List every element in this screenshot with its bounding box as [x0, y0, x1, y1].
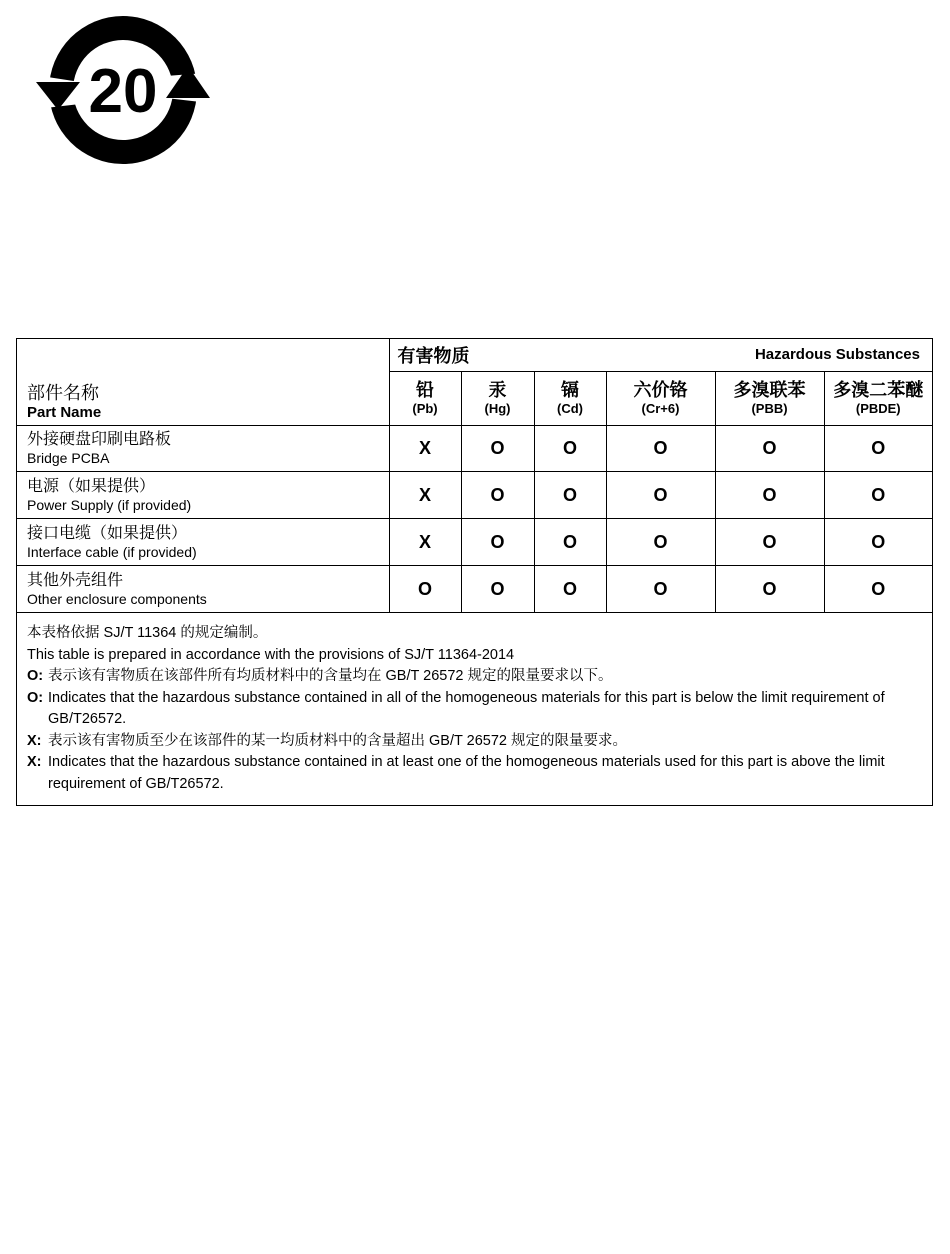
- o-text-en: Indicates that the hazardous substance contained in all of the homogeneous materials for this part is below the limit requirement of GB/T26572.: [48, 689, 885, 727]
- part-cell: [17, 566, 389, 613]
- mark-cell: X: [389, 519, 461, 566]
- mark-cell: O: [606, 566, 715, 613]
- standard-note-cn: 本表格依据 SJ/T 11364 的规定编制。: [27, 625, 268, 641]
- mark-cell: O: [389, 566, 461, 613]
- efup-20-logo: [28, 14, 218, 166]
- substance-symbol: (PBDE): [855, 401, 901, 416]
- substance-cn: 镉: [561, 380, 579, 400]
- x-definition-en: [27, 752, 898, 795]
- table-row: [17, 566, 932, 613]
- substance-symbol: (Cd): [557, 401, 583, 416]
- substance-cn: 铅: [416, 380, 434, 400]
- substance-mercury: [461, 371, 534, 425]
- x-text-en: Indicates that the hazardous substance contained in at least one of the homogeneous materials used for this part is above the limit requirement of GB/T26572.: [48, 754, 885, 792]
- mark-cell: X: [389, 472, 461, 519]
- mark-cell: O: [824, 425, 932, 472]
- part-name-en: Power Supply (if provided): [27, 496, 192, 513]
- mark-cell: O: [534, 519, 606, 566]
- hazardous-substances-table: [17, 339, 932, 613]
- substance-cn: 多溴二苯醚: [833, 380, 924, 400]
- o-definition-cn: [27, 666, 898, 688]
- part-name-cn: 其他外壳组件: [27, 571, 124, 589]
- mark-cell: O: [461, 566, 534, 613]
- x-definition-cn: [27, 731, 898, 753]
- mark-cell: O: [715, 472, 824, 519]
- substance-cn: 六价铬: [633, 380, 688, 400]
- part-cell: [17, 472, 389, 519]
- mark-cell: O: [606, 425, 715, 472]
- mark-cell: O: [606, 519, 715, 566]
- mark-cell: O: [824, 566, 932, 613]
- mark-cell: O: [715, 566, 824, 613]
- x-label: X:: [27, 732, 42, 749]
- substance-chromium: [606, 371, 715, 425]
- substance-cadmium: [534, 371, 606, 425]
- substance-cn: 多溴联苯: [733, 380, 806, 400]
- part-cell: [17, 519, 389, 566]
- table-notes: [27, 623, 898, 795]
- part-name-header-cn: 部件名称: [27, 382, 99, 403]
- part-name-en: Bridge PCBA: [27, 449, 110, 466]
- rohs-declaration: [16, 338, 933, 806]
- mark-cell: O: [461, 472, 534, 519]
- mark-cell: O: [824, 519, 932, 566]
- part-name-en: Interface cable (if provided): [27, 543, 197, 560]
- mark-cell: O: [534, 472, 606, 519]
- hazardous-substances-header: [389, 339, 932, 371]
- part-name-cn: 接口电缆（如果提供）: [27, 524, 188, 542]
- substance-pbde: [824, 371, 932, 425]
- efup-number: 20: [88, 57, 158, 126]
- mark-cell: O: [824, 472, 932, 519]
- substance-lead: [389, 371, 461, 425]
- hazardous-substances-cn: 有害物质: [397, 345, 470, 366]
- substance-symbol: (Cr+6): [641, 401, 680, 416]
- substance-cn: 汞: [488, 380, 507, 400]
- table-row: [17, 472, 932, 519]
- part-name-cn: 外接硬盘印刷电路板: [27, 430, 172, 448]
- table-row: [17, 519, 932, 566]
- substance-symbol: (Pb): [412, 401, 438, 416]
- part-name-header: [17, 339, 389, 425]
- mark-cell: O: [534, 425, 606, 472]
- hazardous-substances-en: Hazardous Substances: [754, 346, 920, 364]
- mark-cell: O: [534, 566, 606, 613]
- x-label: X:: [27, 754, 42, 770]
- part-name-header-en: Part Name: [27, 403, 102, 421]
- mark-cell: O: [606, 472, 715, 519]
- mark-cell: O: [715, 519, 824, 566]
- o-label: O:: [27, 668, 44, 684]
- efup-20-icon: [28, 14, 218, 166]
- substance-symbol: (PBB): [751, 401, 788, 416]
- part-name-cn: 电源（如果提供）: [27, 477, 156, 495]
- mark-cell: X: [389, 425, 461, 472]
- mark-cell: O: [461, 519, 534, 566]
- mark-cell: O: [715, 425, 824, 472]
- x-text-cn: 表示该有害物质至少在该部件的某一均质材料中的含量超出 GB/T 26572 规定的限量要求。: [48, 732, 627, 749]
- o-label: O:: [27, 689, 44, 706]
- standard-note-en: This table is prepared in accordance with the provisions of SJ/T 11364-2014: [27, 646, 515, 663]
- table-row: [17, 425, 932, 472]
- o-definition-en: [27, 688, 898, 731]
- part-name-en: Other enclosure components: [27, 590, 207, 607]
- substance-symbol: (Hg): [484, 401, 511, 416]
- o-text-cn: 表示该有害物质在该部件所有均质材料中的含量均在 GB/T 26572 规定的限量要求以下。: [48, 668, 613, 684]
- substance-pbb: [715, 371, 824, 425]
- mark-cell: O: [461, 425, 534, 472]
- part-cell: [17, 425, 389, 472]
